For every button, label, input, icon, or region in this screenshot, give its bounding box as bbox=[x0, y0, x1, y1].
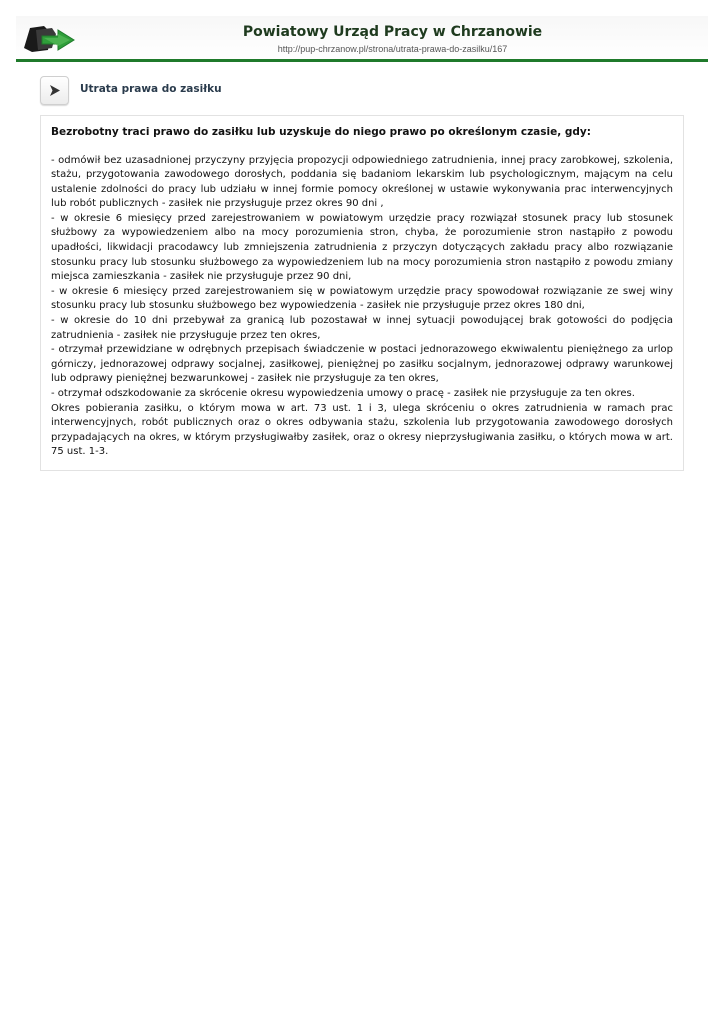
article-paragraph: - odmówił bez uzasadnionej przyczyny przyjęcia propozycji odpowiedniego zatrudnienia, innej pracy zarobkowej, szkolenia, stażu, przygotowania zawodowego dorosłych, poddania się badaniom lekarskim lub psychologicznym, mającym na celu ustalenie zdolności do pracy lub udziału w innej formie pomocy określonej w ustawie wykonywania prac interwencyjnych lub robót publicznych - zasiłek nie przysługuje przez okres 90 dni , bbox=[51, 154, 673, 210]
article-paragraph: - otrzymał odszkodowanie za skrócenie okresu wypowiedzenia umowy o pracę - zasiłek nie przysługuje za ten okres. bbox=[51, 388, 635, 399]
page-title: Utrata prawa do zasiłku bbox=[80, 83, 222, 95]
article-lead: Bezrobotny traci prawo do zasiłku lub uzyskuje do niego prawo po określonym czasie, gdy: bbox=[51, 126, 591, 138]
site-url: http://pup-chrzanow.pl/strona/utrata-prawa-do-zasilku/167 bbox=[277, 44, 508, 54]
article-body bbox=[51, 154, 673, 460]
play-arrow-icon bbox=[48, 84, 61, 97]
article-content bbox=[40, 115, 684, 471]
article-paragraph: Okres pobierania zasiłku, o którym mowa w art. 73 ust. 1 i 3, ulega skróceniu o okres zatrudnienia w ramach prac interwencyjnych, robót publicznych oraz o okres odbywania stażu, szkolenia lub przygotowania zawodowego dorosłych przypadających na okres, w którym przysługiwałby zasiłek, oraz o okresy nieprzysługiwania zasiłku, o których mowa w art. 75 ust. 1-3. bbox=[51, 402, 673, 458]
article-paragraph: - w okresie 6 miesięcy przed zarejestrowaniem w powiatowym urzędzie pracy rozwiązał stosunek pracy lub stosunek służbowy za wypowiedzeniem albo na mocy porozumienia stron, chyba, że porozumienie stron nastąpiło z powodu upadłości, likwidacji pracodawcy lub zmniejszenia zatrudnienia z przyczyn dotyczących zakładu pracy albo rozwiązanie stosunku pracy lub stosunku służbowego za wypowiedzeniem lub na mocy porozumienia stron nastąpiło z powodu zmiany miejsca zamieszkania - zasiłek nie przysługuje przez 90 dni, bbox=[51, 212, 673, 283]
article-paragraph: - w okresie 6 miesięcy przed zarejestrowaniem się w powiatowym urzędzie pracy spowodował rozwiązanie ze swej winy stosunku pracy lub stosunku służbowego bez wypowiedzenia - zasiłek nie przysługuje przez okres 180 dni, bbox=[51, 285, 673, 312]
article-paragraph: - w okresie do 10 dni przebywał za granicą lub pozostawał w innej sytuacji powodującej brak gotowości do podjęcia zatrudnienia - zasiłek nie przysługuje przez ten okres, bbox=[51, 315, 673, 341]
article-paragraph: - otrzymał przewidziane w odrębnych przepisach świadczenie w postaci jednorazowego ekwiwalentu pieniężnego za urlop górniczy, jednorazowej odprawy socjalnej, zasiłkowej, pieniężnej po zasiłku socjalnym, jednorazowej odprawy warunkowej lub odprawy pieniężnej bezwarunkowej - zasiłek nie przysługuje za ten okres, bbox=[51, 344, 673, 385]
section-arrow-button bbox=[40, 76, 69, 105]
site-title: Powiatowy Urząd Pracy w Chrzanowie bbox=[242, 24, 543, 40]
pup-logo-icon[interactable] bbox=[22, 22, 76, 54]
header-divider bbox=[16, 59, 708, 62]
